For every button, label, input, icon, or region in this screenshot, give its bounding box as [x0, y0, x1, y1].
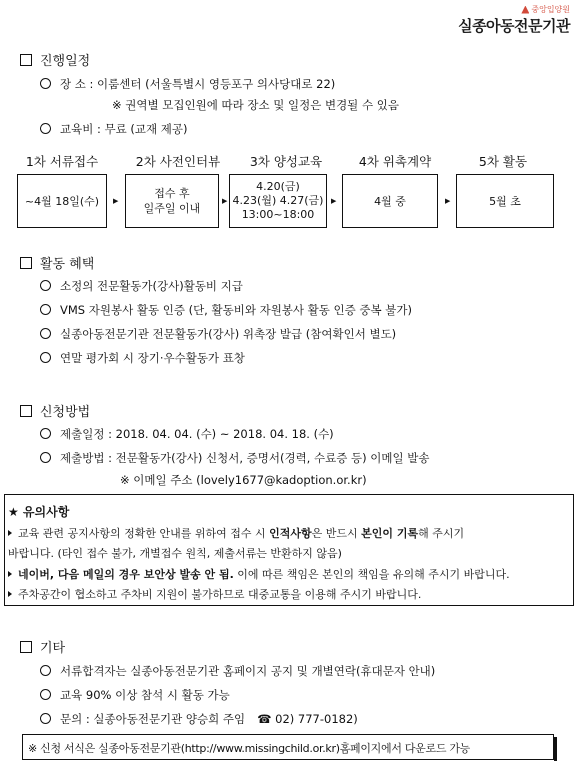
step-box-3: 4.20(금) 4.23(월) 4.27(금) 13:00~18:00 — [229, 174, 327, 228]
step-label-3: 3차 양성교육 — [249, 154, 323, 169]
apply-email: ※ 이메일 주소 (lovely1677@kadoption.or.kr) — [120, 473, 367, 487]
checkbox-square-icon — [20, 54, 32, 66]
circle-bullet-icon — [40, 280, 51, 291]
step-label-1: 1차 서류접수 — [25, 154, 99, 169]
notice-line-1: 교육 관련 공지사항의 정확한 안내를 위하여 접수 시 인적사항은 반드시 본인이 기록해 주시기 — [8, 525, 464, 541]
notice-line-4: 주차공간이 협소하고 주차비 지원이 불가하므로 대중교통을 이용해 주시기 바랍니다. — [8, 586, 421, 602]
apply-section-title: 신청방법 — [20, 401, 90, 420]
etc-contact: 문의 : 실종아동전문기관 양승희 주임 ☎ 02) 777-0182) — [40, 711, 358, 727]
step-label-2: 2차 사전인터뷰 — [135, 154, 221, 169]
triangle-bullet-icon — [8, 571, 12, 577]
circle-bullet-icon — [40, 689, 51, 700]
benefits-section-title: 활동 혜택 — [20, 253, 94, 272]
schedule-section-title: 진행일정 — [20, 50, 90, 69]
benefit-item: 소정의 전문활동가(강사)활동비 지급 — [40, 278, 243, 294]
checkbox-square-icon — [20, 257, 32, 269]
step-label-5: 5차 활동 — [478, 154, 528, 169]
step-box-4: 4월 중 — [342, 174, 438, 228]
schedule-location: 장 소 : 이룸센터 (서울특별시 영등포구 의사당대로 22) — [40, 76, 335, 92]
step-box-2: 접수 후 일주일 이내 — [125, 174, 219, 228]
arrow-right-icon: ▶ — [445, 197, 451, 205]
organization-logo — [458, 4, 570, 36]
circle-bullet-icon — [40, 665, 51, 676]
apply-method: 제출방법 : 전문활동가(강사) 신청서, 증명서(경력, 수료증 등) 이메일 발송 — [40, 450, 429, 466]
logo-title: 실종아동전문기관 — [458, 17, 570, 35]
arrow-right-icon: ▶ — [222, 197, 228, 205]
notice-line-2: 바랍니다. (타인 접수 불가, 개별접수 원칙, 제출서류는 반환하지 않음) — [8, 547, 342, 560]
footer-note: ※ 신청 서식은 실종아동전문기관(http://www.missingchild.or.kr)홈페이지에서 다운로드 가능 — [28, 742, 470, 755]
notice-line-3: 네이버, 다음 메일의 경우 보안상 발송 안 됨. 이에 따른 책임은 본인의 책임을 유의해 주시기 바랍니다. — [8, 566, 510, 582]
logo-subtitle: 중앙입양원 — [531, 5, 570, 14]
logo-mark-icon — [521, 6, 529, 14]
benefit-item: 실종아동전문기관 전문활동가(강사) 위촉장 발급 (참여확인서 별도) — [40, 326, 396, 342]
benefit-item: 연말 평가회 시 장기·우수활동가 표창 — [40, 350, 245, 366]
schedule-fee: 교육비 : 무료 (교재 제공) — [40, 121, 187, 137]
step-label-4: 4차 위촉계약 — [358, 154, 432, 169]
circle-bullet-icon — [40, 123, 51, 134]
checkbox-square-icon — [20, 641, 32, 653]
apply-period: 제출일정 : 2018. 04. 04. (수) ~ 2018. 04. 18. (수) — [40, 426, 334, 442]
circle-bullet-icon — [40, 328, 51, 339]
circle-bullet-icon — [40, 304, 51, 315]
step-box-5: 5월 초 — [456, 174, 554, 228]
benefit-item: VMS 자원봉사 활동 인증 (단, 활동비와 자원봉사 활동 인증 중복 불가) — [40, 302, 412, 318]
arrow-right-icon: ▶ — [113, 197, 119, 205]
notice-title: ★ 유의사항 — [8, 505, 70, 519]
schedule-location-note: ※ 권역별 모집인원에 따라 장소 및 일정은 변경될 수 있음 — [112, 98, 399, 112]
triangle-bullet-icon — [8, 591, 12, 597]
triangle-bullet-icon — [8, 530, 12, 536]
arrow-right-icon: ▶ — [331, 197, 337, 205]
circle-bullet-icon — [40, 352, 51, 363]
circle-bullet-icon — [40, 713, 51, 724]
etc-item: 교육 90% 이상 참석 시 활동 가능 — [40, 687, 230, 703]
phone-icon: ☎ — [257, 712, 272, 726]
circle-bullet-icon — [40, 78, 51, 89]
etc-item: 서류합격자는 실종아동전문기관 홈페이지 공지 및 개별연락(휴대문자 안내) — [40, 663, 435, 679]
step-box-1: ~4월 18일(수) — [17, 174, 107, 228]
etc-section-title: 기타 — [20, 637, 65, 656]
circle-bullet-icon — [40, 452, 51, 463]
checkbox-square-icon — [20, 405, 32, 417]
circle-bullet-icon — [40, 428, 51, 439]
